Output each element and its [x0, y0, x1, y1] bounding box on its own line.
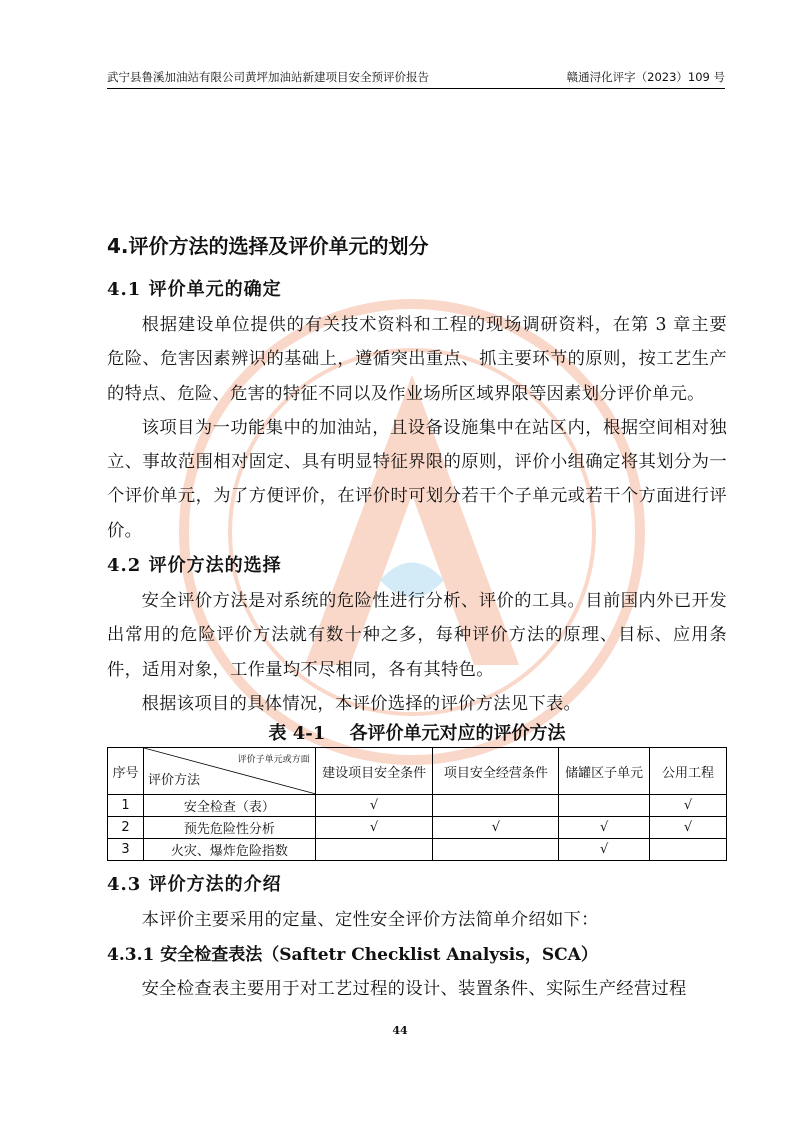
check-mark: √	[315, 795, 433, 817]
section-4-2-heading: 4.2 评价方法的选择	[107, 555, 282, 577]
row-number: 2	[108, 817, 144, 839]
row-number: 3	[108, 839, 144, 861]
header-cell: 项目安全经营条件	[433, 748, 559, 795]
table-row	[108, 795, 727, 817]
row-method: 安全检查（表）	[143, 795, 315, 817]
row-number: 1	[108, 795, 144, 817]
page-header	[107, 68, 725, 89]
section-4-1-paragraph-2: 该项目为一功能集中的加油站，且设备设施集中在站区内，根据空间相对独立、事故范围相对固定、具有明显特征界限的原则，评价小组确定将其划分为一个评价单元，为了方便评价，在评价时可划分若干个子单元或若干个方面进行评价。	[107, 417, 727, 541]
section-4-1-heading: 4.1 评价单元的确定	[107, 279, 282, 300]
table-row	[108, 817, 727, 839]
corner-top-label: 评价子单元或方面	[237, 755, 310, 766]
check-mark	[315, 839, 433, 861]
check-mark: √	[315, 817, 433, 839]
check-mark	[559, 795, 650, 817]
header-cell: 公用工程	[650, 748, 727, 795]
check-mark: √	[433, 817, 559, 839]
section-4-3-1-paragraph: 安全检查表主要用于对工艺过程的设计、装置条件、实际生产经营过程	[141, 978, 687, 999]
check-mark: √	[650, 795, 727, 817]
check-mark: √	[559, 839, 650, 861]
header-report-title: 武宁县鲁溪加油站有限公司黄坪加油站新建项目安全预评价报告	[107, 70, 429, 84]
row-method: 火灾、爆炸危险指数	[143, 839, 315, 861]
row-method: 预先危险性分析	[143, 817, 315, 839]
header-corner-cell	[143, 748, 315, 795]
section-4-3-paragraph-1: 本评价主要采用的定量、定性安全评价方法简单介绍如下：	[141, 910, 599, 931]
header-cell: 储罐区子单元	[559, 748, 650, 795]
page-body	[107, 228, 727, 1006]
section-4-2-paragraph-1: 安全评价方法是对系统的危险性进行分析、评价的工具。目前国内外已开发出常用的危险评价方法就有数十种之多，每种评价方法的原理、目标、应用条件，适用对象，工作量均不尽相同，各有其特色。	[107, 591, 727, 680]
table-caption: 表 4-1 各评价单元对应的评价方法	[268, 723, 566, 745]
section-4-3-heading: 4.3 评价方法的介绍	[107, 874, 282, 896]
corner-bottom-label: 评价方法	[147, 773, 200, 789]
page-number: 44	[392, 1024, 408, 1037]
check-mark	[650, 839, 727, 861]
section-4-3-1-heading: 4.3.1 安全检查表法（Saftetr Checklist Analysis，SCA）	[107, 944, 598, 965]
evaluation-methods-table	[107, 747, 727, 861]
check-mark	[433, 839, 559, 861]
table-header-row	[108, 748, 727, 795]
check-mark: √	[559, 817, 650, 839]
header-cell-no: 序号	[108, 748, 144, 795]
section-4-2-paragraph-2: 根据该项目的具体情况，本评价选择的评价方法见下表。	[141, 693, 582, 714]
section-4-heading: 4.评价方法的选择及评价单元的划分	[107, 234, 429, 258]
header-document-number: 赣通浔化评字（2023）109 号	[566, 70, 725, 84]
check-mark: √	[650, 817, 727, 839]
header-cell: 建设项目安全条件	[315, 748, 433, 795]
check-mark	[433, 795, 559, 817]
table-row	[108, 839, 727, 861]
section-4-1-paragraph-1: 根据建设单位提供的有关技术资料和工程的现场调研资料，在第 3 章主要危险、危害因素辨识的基础上，遵循突出重点、抓主要环节的原则，按工艺生产的特点、危险、危害的特征不同以及作业场所区域界限等因素划分评价单元。	[107, 315, 727, 404]
